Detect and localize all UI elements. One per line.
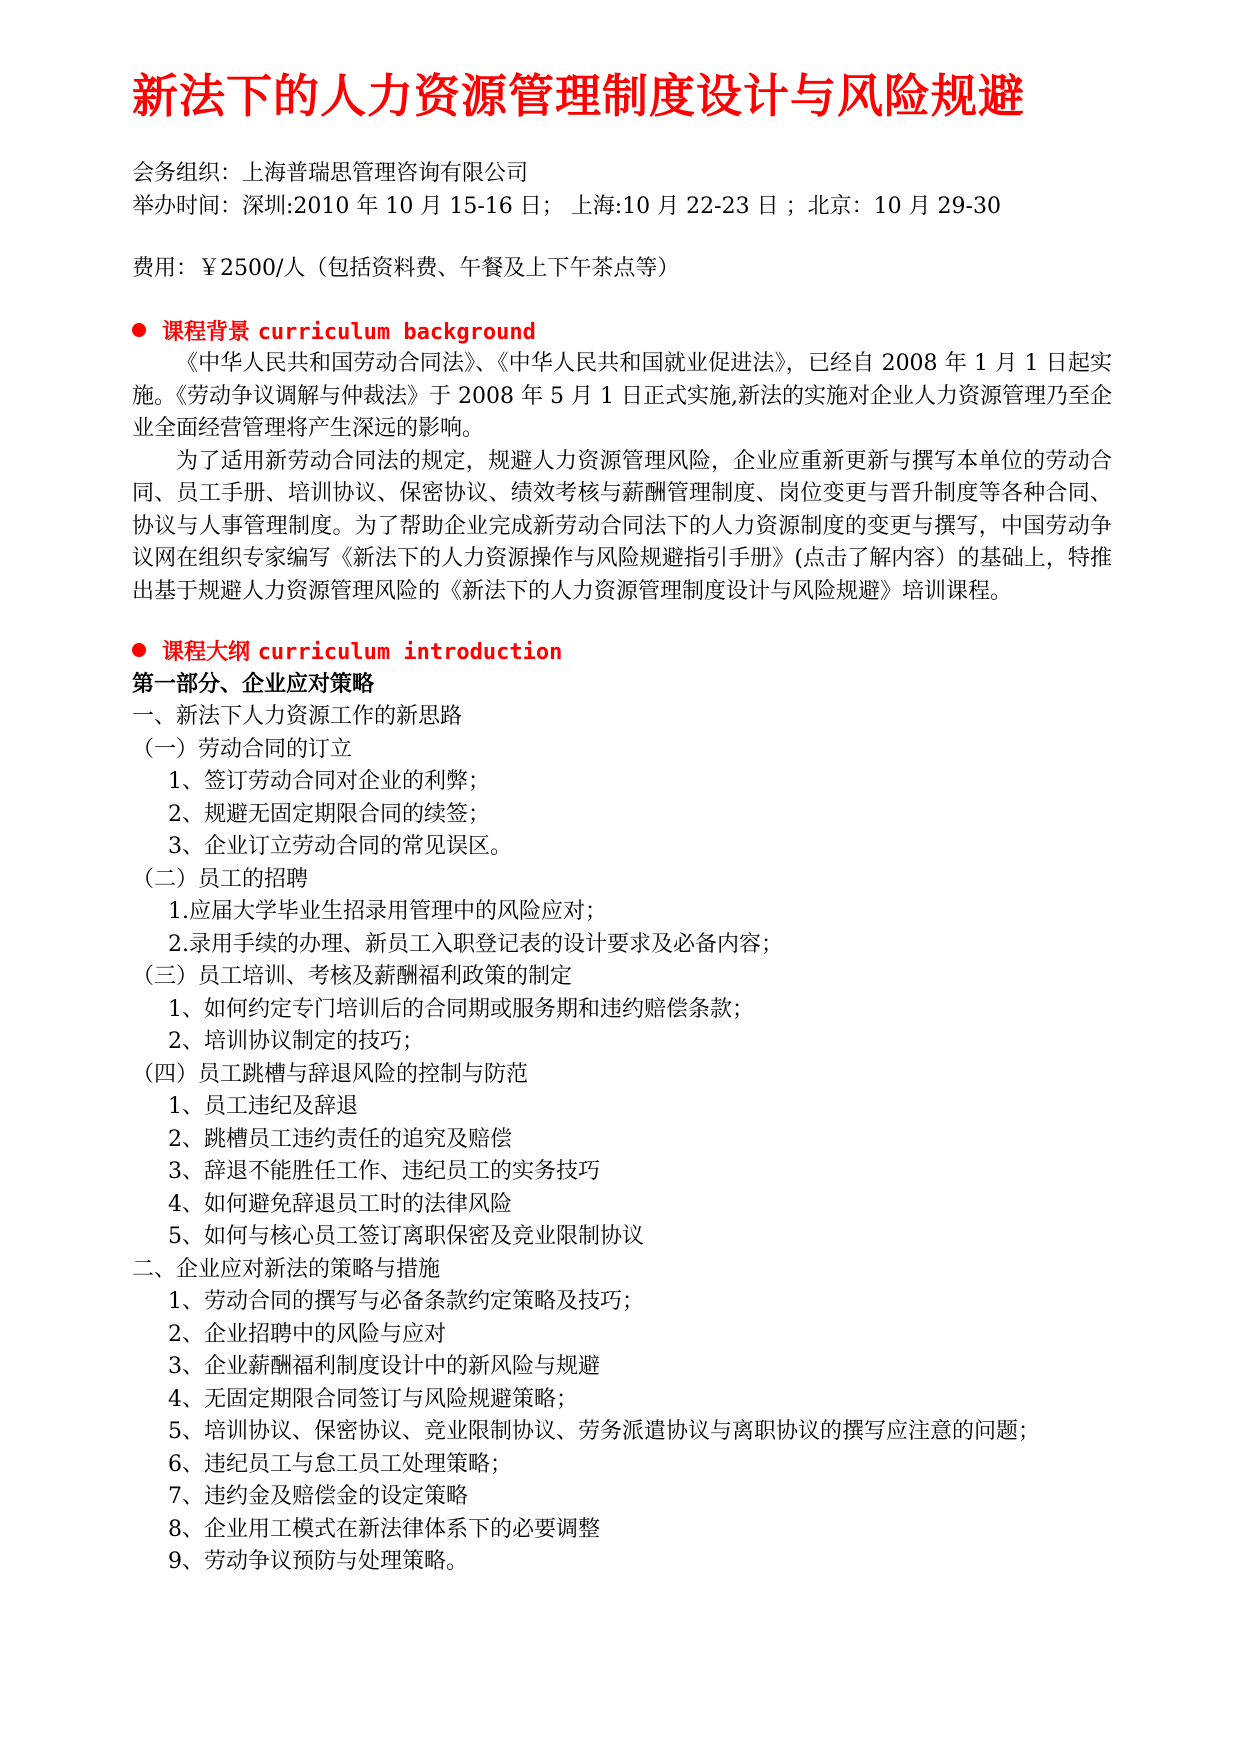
list-item: 9、劳动争议预防与处理策略。: [168, 1549, 468, 1574]
list-item: 5、如何与核心员工签订离职保密及竞业限制协议: [168, 1224, 644, 1249]
bullet-icon: [132, 323, 146, 337]
spacer: [132, 223, 1112, 253]
list-item: 1.应届大学毕业生招录用管理中的风险应对；: [168, 899, 607, 924]
outline-heading-cn: 课程大纲: [162, 639, 251, 665]
list-item: 7、违约金及赔偿金的设定策略: [168, 1484, 468, 1509]
list-item: 8、企业用工模式在新法律体系下的必要调整: [168, 1516, 600, 1542]
background-heading-en: curriculum background: [257, 319, 536, 345]
background-paragraph-2: 为了适用新劳动合同法的规定，规避人力资源管理风险，企业应重新更新与撰写本单位的劳动合同、员工手册、培训协议、保密协议、绩效考核与薪酬管理制度、岗位变更与晋升制度等各种合同、协议与人事管理制度。为了帮助企业完成新劳动合同法下的人力资源制度的变更与撰写，中国劳动争议网在组织专家编写《新法下的人力资源操作与风险规避指引手册》(点击了解内容）的基础上，特推出基于规避人力资源管理风险的《新法下的人力资源管理制度设计与风险规避》培训课程。: [132, 448, 1112, 604]
list-item: 2.录用手续的办理、新员工入职登记表的设计要求及必备内容；: [168, 931, 783, 957]
document-body: [132, 158, 1112, 1579]
list-item: 3、辞退不能胜任工作、违纪员工的实务技巧: [168, 1159, 600, 1184]
section1-title: 一、新法下人力资源工作的新思路: [132, 704, 463, 729]
list-item: 1、如何约定专门培训后的合同期或服务期和违约赔偿条款；: [168, 996, 754, 1022]
background-paragraph-1: 《中华人民共和国劳动合同法》、《中华人民共和国就业促进法》，已经自 2008 年 1 月 1 日起实施。《劳动争议调解与仲裁法》于 2008 年 5 月 1 日正式实施,新法的实施对企业人力资源管理乃至企业全面经营管理将产生深远的影响。: [132, 351, 1112, 441]
spacer: [132, 608, 1112, 636]
list-item: 1、签订劳动合同对企业的利弊；: [168, 769, 490, 794]
list-item: 2、企业招聘中的风险与应对: [168, 1321, 446, 1347]
background-heading-cn: 课程背景: [162, 318, 251, 345]
bullet-icon: [132, 643, 146, 657]
list-item: 2、跳槽员工违约责任的追究及赔偿: [168, 1126, 512, 1152]
document-title: 新法下的人力资源管理制度设计与风险规避: [132, 69, 1025, 123]
fee-line: 费用：￥2500/人（包括资料费、午餐及上下午茶点等）: [132, 256, 680, 281]
list-item: 2、培训协议制定的技巧；: [168, 1029, 424, 1054]
list-item: 3、企业订立劳动合同的常见误区。: [168, 834, 512, 859]
organizer-line: 会务组织：上海普瑞思管理咨询有限公司: [132, 161, 529, 186]
schedule-line: 举办时间：深圳:2010 年 10 月 15-16 日； 上海:10 月 22-23 日 ；北京：10 月 29-30: [132, 193, 1001, 219]
list-item: 3、企业薪酬福利制度设计中的新风险与规避: [168, 1354, 600, 1379]
list-item: 2、规避无固定期限合同的续签；: [168, 801, 490, 827]
list-item: 4、无固定期限合同签订与风险规避策略；: [168, 1386, 578, 1412]
sub2-title: （二）员工的招聘: [132, 866, 309, 892]
outline-heading: [132, 636, 1112, 669]
outline-heading-en: curriculum introduction: [257, 640, 563, 665]
background-heading: [132, 316, 1112, 349]
section2-title: 二、企业应对新法的策略与措施: [132, 1256, 441, 1282]
list-item: 1、劳动合同的撰写与必备条款约定策略及技巧；: [168, 1289, 644, 1314]
list-item: 6、违纪员工与怠工员工处理策略；: [168, 1451, 512, 1477]
list-item: 1、员工违纪及辞退: [168, 1094, 358, 1119]
sub3-title: （三）员工培训、考核及薪酬福利政策的制定: [132, 964, 573, 989]
list-item: 4、如何避免辞退员工时的法律风险: [168, 1191, 512, 1217]
part1-title: 第一部分、企业应对策略: [132, 671, 375, 697]
spacer: [132, 286, 1112, 316]
sub1-title: （一）劳动合同的订立: [132, 736, 353, 762]
sub4-title: （四）员工跳槽与辞退风险的控制与防范: [132, 1061, 529, 1087]
list-item: 5、培训协议、保密协议、竞业限制协议、劳务派遣协议与离职协议的撰写应注意的问题；: [168, 1419, 1041, 1444]
